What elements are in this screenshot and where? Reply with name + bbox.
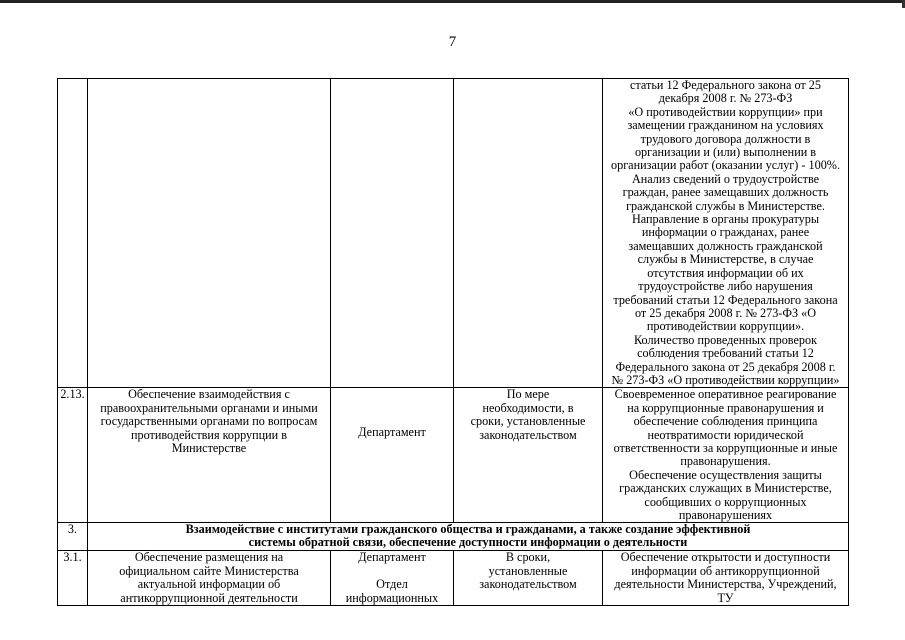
page-number: 7 (448, 34, 457, 50)
table-row-continuation (58, 79, 849, 388)
anticorruption-plan-table (57, 78, 849, 606)
section-number-cell: 3. (58, 523, 88, 551)
section-row-3 (58, 523, 849, 551)
table-row-3-1 (58, 551, 849, 606)
measure-cell: Обеспечение размещения на официальном сайте Министерства актуальной информации об антикоррупционной деятельности (88, 551, 331, 606)
section-title: Взаимодействие с институтами гражданского общества и гражданами, а также создание эффективной системы обратной связи, обеспечение доступности информации о деятельности (88, 523, 849, 551)
executor-cell: Департамент Отдел информационных (331, 551, 454, 606)
row-number-cell: 2.13. (58, 388, 88, 523)
executor-cell: Департамент (331, 388, 454, 523)
measure-cell: Обеспечение взаимодействия с правоохранительными органами и иными государственными органами по вопросам противодействия коррупции в Министерстве (88, 388, 331, 523)
result-cell: Обеспечение открытости и доступности информации об антикоррупционной деятельности Министерства, Учреждений, ТУ (603, 551, 849, 606)
table-row-2-13 (58, 388, 849, 523)
measure-cell (88, 79, 331, 388)
row-number-cell (58, 79, 88, 388)
deadline-cell: По мере необходимости, в сроки, установленные законодательством (454, 388, 603, 523)
executor-cell (331, 79, 454, 388)
deadline-cell (454, 79, 603, 388)
deadline-cell: В сроки, установленные законодательством (454, 551, 603, 606)
row-number-cell: 3.1. (58, 551, 88, 606)
top-scan-border (0, 0, 905, 3)
result-cell: статьи 12 Федерального закона от 25 декабря 2008 г. № 273-ФЗ «О противодействии коррупции» при замещении гражданином на условиях трудового договора должности в организации и (или) выполнении в организации работ (оказании услуг) - 100%. Анализ сведений о трудоустройстве граждан, ранее замещавших должность гражданской службы в Министерстве. Направление в органы прокуратуры информации о гражданах, ранее замещавших должность гражданской службы в Министерстве, в случае отсутствия информации об их трудоустройстве либо нарушения требований статьи 12 Федерального закона от 25 декабря 2008 г. № 273-ФЗ «О противодействии коррупции». Количество проведенных проверок соблюдения требований статьи 12 Федерального закона от 25 декабря 2008 г. № 273-ФЗ «О противодействии коррупции» (603, 79, 849, 388)
result-cell: Своевременное оперативное реагирование на коррупционные правонарушения и обеспечение соблюдения принципа неотвратимости юридической ответственности за коррупционные и иные правонарушения. Обеспечение осуществления защиты гражданских служащих в Министерстве, сообщивших о коррупционных правонарушениях (603, 388, 849, 523)
